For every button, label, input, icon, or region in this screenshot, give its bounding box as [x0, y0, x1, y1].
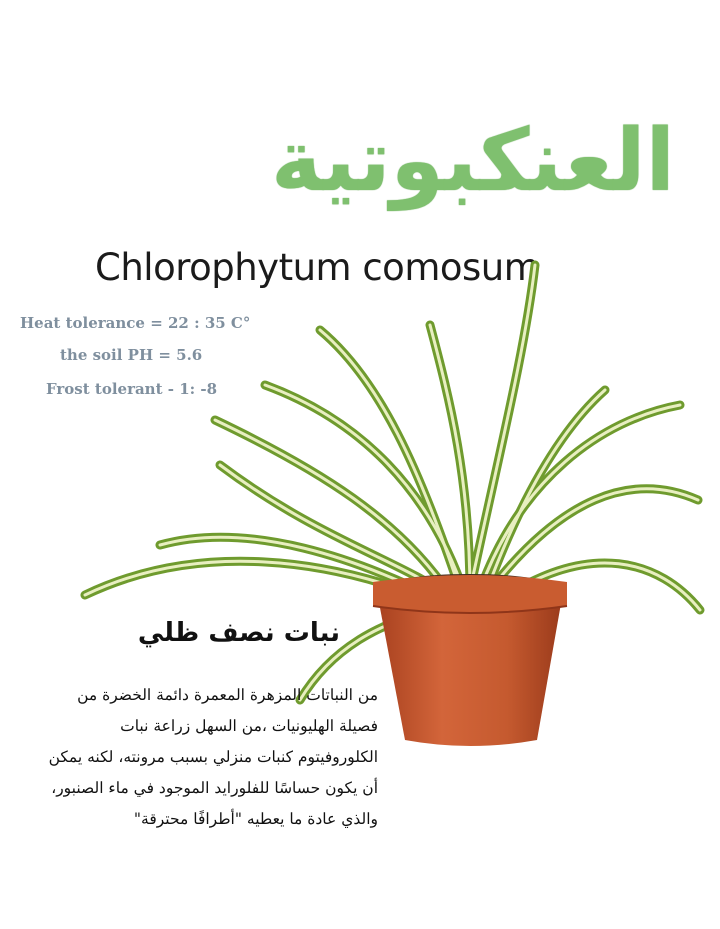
arabic-title: العنكبوتية	[270, 111, 675, 211]
arabic-subtitle: نبات نصف ظلي	[137, 618, 340, 648]
arabic-description: من النباتات المزهرة المعمرة دائمة الخضرة من فصيلة الهليونيات ،من السهل زراعة نبات الكلوروفيتوم كنبات منزلي بسبب مرونته، لكنه يمكن أن يكون حساسًا للفلورايد الموجود في ماء الصنبور، والذي عادة ما يعطيه "أطرافًا محترقة"	[48, 686, 378, 828]
soil-ph-text: the soil PH = 5.6	[60, 346, 203, 364]
heat-tolerance-text: Heat tolerance = 22 : 35 C°	[20, 314, 251, 332]
frost-tolerance-text: Frost tolerant - 1: -8	[46, 380, 218, 398]
flower-pot	[373, 574, 567, 746]
scientific-name: Chlorophytum comosum	[95, 246, 540, 289]
